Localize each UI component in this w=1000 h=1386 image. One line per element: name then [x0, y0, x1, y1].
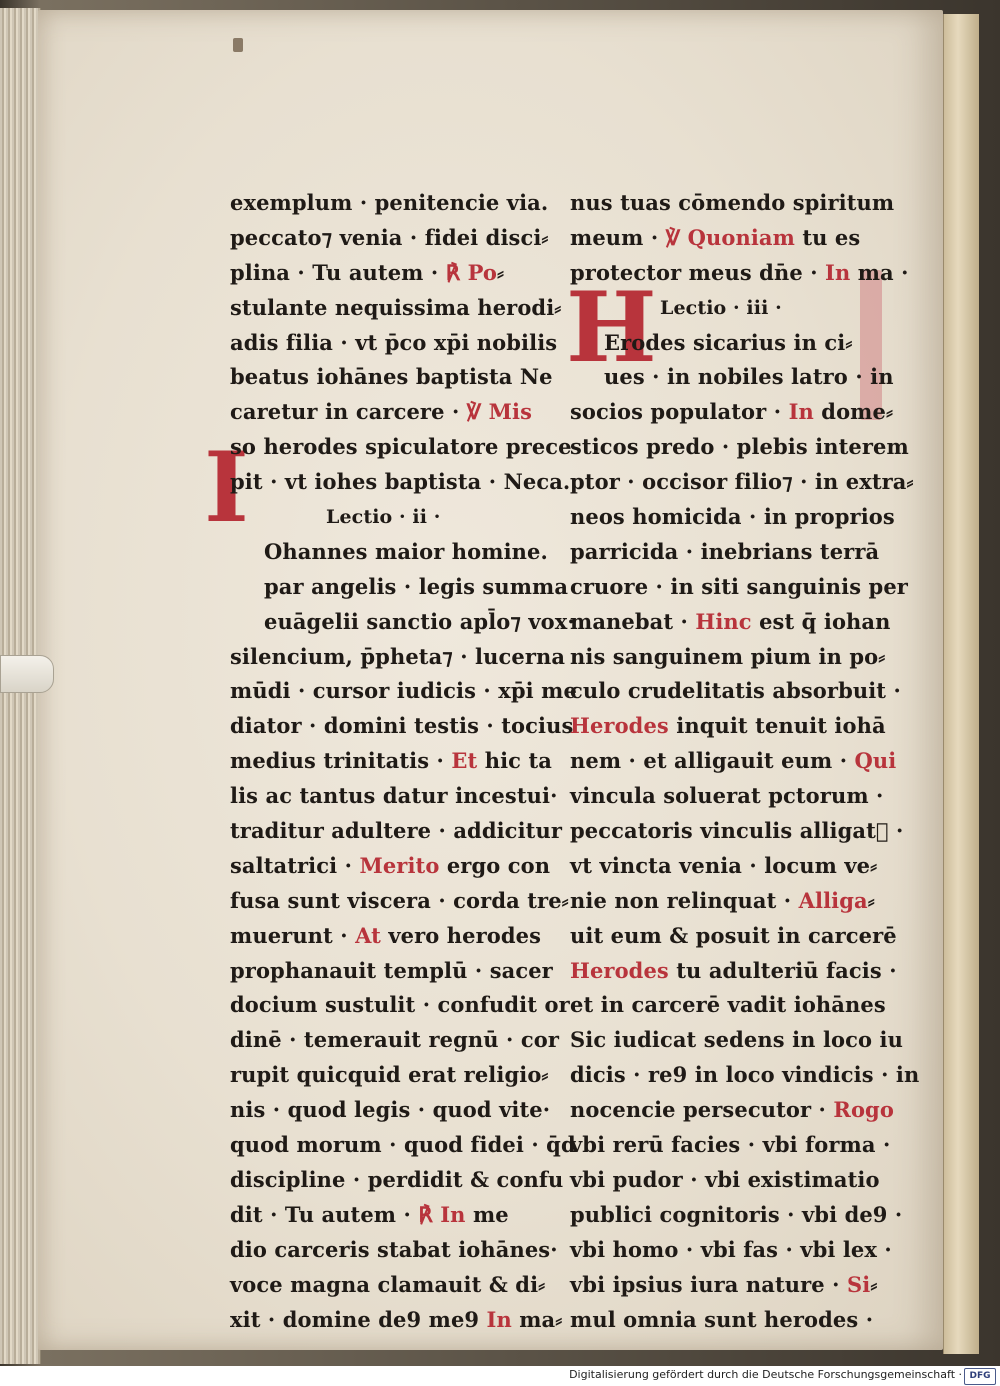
text-line — [230, 430, 572, 465]
text-line — [570, 1268, 878, 1303]
text-line — [570, 814, 904, 849]
text-line — [230, 1268, 546, 1303]
text-segment: discipline · perdidit & confu — [230, 1166, 564, 1192]
text-segment: socios populator · — [570, 399, 789, 425]
text-line — [230, 256, 530, 291]
text-line — [230, 221, 549, 256]
text-line — [570, 954, 897, 989]
text-segment: pit · vt iohes baptista · Neca. — [230, 469, 571, 495]
rubric-text: ℟ In — [418, 1201, 466, 1227]
lection-heading — [570, 291, 870, 326]
text-segment: nocencie persecutor · — [570, 1097, 834, 1123]
text-segment: dicis · re9 in loco vindicis · in — [570, 1062, 920, 1088]
text-segment: muerunt · — [230, 922, 356, 948]
text-line — [570, 500, 895, 535]
text-segment: dinē · temerauit regnū · cor — [230, 1027, 560, 1053]
text-segment: prophanauit templū · sacer — [230, 957, 553, 983]
text-line — [230, 674, 577, 709]
text-line — [230, 954, 553, 989]
text-segment: quod morum · quod fidei · q̄d — [230, 1132, 576, 1158]
text-segment: cruore · in siti sanguinis per — [570, 573, 908, 599]
text-segment: peccato⁊ venia · fidei disci⸗ — [230, 224, 549, 250]
rubric-text: Et — [451, 748, 478, 774]
text-line — [230, 1303, 563, 1338]
text-segment: vero herodes — [380, 922, 542, 948]
clasp-tab — [0, 655, 54, 693]
rubric-text: In — [825, 259, 851, 285]
text-segment: Ohannes maior homine. — [264, 538, 548, 564]
text-segment: par angelis · legis summa — [264, 573, 569, 599]
rubric-text: ℣ Quoniam — [665, 224, 795, 250]
text-segment: nis sanguinem pium in po⸗ — [570, 643, 886, 669]
text-segment: mūdi · cursor iudicis · xp̄i me — [230, 678, 577, 704]
text-line — [230, 919, 542, 954]
footer-bar — [0, 1366, 1000, 1386]
dfg-logo: DFG — [964, 1368, 996, 1385]
text-segment: tu es — [794, 224, 861, 250]
text-line — [570, 1093, 894, 1128]
lection-heading — [230, 500, 530, 535]
text-line — [230, 884, 569, 919]
text-line — [230, 709, 574, 744]
text-line — [570, 1303, 874, 1338]
text-segment: Lectio · iii · — [660, 296, 782, 319]
text-line — [570, 535, 880, 570]
text-line — [570, 430, 909, 465]
text-line — [230, 779, 558, 814]
text-line — [570, 256, 909, 291]
text-segment: culo crudelitatis absorbuit · — [570, 678, 901, 704]
text-line — [230, 814, 562, 849]
text-segment: saltatrici · — [230, 852, 360, 878]
text-segment: ma · — [850, 259, 909, 285]
text-line — [570, 919, 897, 954]
text-segment: ues · in nobiles latro · in — [604, 364, 894, 390]
text-segment: ⸗ — [870, 1271, 878, 1297]
text-line — [570, 779, 884, 814]
text-segment: plina · Tu autem · — [230, 259, 446, 285]
text-segment: vt vincta venia · locum ve⸗ — [570, 852, 878, 878]
text-segment: Lectio · ii · — [326, 506, 441, 529]
text-line — [570, 465, 914, 500]
text-segment: xit · domine de9 me9 — [230, 1306, 487, 1332]
text-segment: peccatoris vinculis alligat᷑ · — [570, 818, 904, 844]
text-line — [230, 291, 562, 326]
rubric-text: At — [355, 922, 381, 948]
rubric-text: ℣ Mis — [466, 399, 533, 425]
text-line — [230, 1128, 576, 1163]
text-line — [570, 1198, 903, 1233]
text-line — [230, 535, 548, 570]
text-segment: rupit quicquid erat religio⸗ — [230, 1062, 549, 1088]
right-text-column — [570, 186, 920, 1337]
rubric-text: Alliga — [798, 887, 868, 913]
text-segment: ptor · occisor filio⁊ · in extra⸗ — [570, 469, 914, 495]
text-line — [570, 988, 886, 1023]
text-line — [230, 1163, 564, 1198]
text-segment: voce magna clamauit & di⸗ — [230, 1271, 546, 1297]
text-segment: est q̄ iohan — [751, 608, 891, 634]
text-line — [230, 570, 569, 605]
left-text-column — [230, 186, 577, 1337]
text-segment: meum · — [570, 224, 666, 250]
text-segment: hic ta — [477, 748, 552, 774]
text-segment: tu adulteriū facis · — [668, 957, 897, 983]
text-line — [570, 1023, 903, 1058]
text-line — [230, 1233, 558, 1268]
text-line — [570, 709, 886, 744]
text-line — [570, 395, 894, 430]
text-segment: nis · quod legis · quod vite· — [230, 1097, 551, 1123]
page-stain — [233, 38, 243, 52]
text-segment: protector meus dn̄e · — [570, 259, 826, 285]
text-segment: dome⸗ — [813, 399, 894, 425]
text-segment: nie non relinquat · — [570, 887, 799, 913]
text-segment: manebat · — [570, 608, 696, 634]
text-segment: me — [465, 1201, 509, 1227]
text-segment: publici cognitoris · vbi de9 · — [570, 1201, 903, 1227]
text-segment: parricida · inebrians terrā — [570, 538, 880, 564]
rubric-text: Hinc — [695, 608, 752, 634]
rubric-text: In — [788, 399, 814, 425]
book-right-edge — [943, 14, 979, 1354]
text-segment: traditur adultere · addicitur — [230, 818, 562, 844]
text-segment: nus tuas cōmendo spiritum — [570, 190, 895, 215]
text-segment: lis ac tantus datur incestui· — [230, 783, 558, 809]
text-segment: silencium, p̄pheta⁊ · lucerna — [230, 643, 566, 669]
text-segment: ⸗ — [497, 259, 505, 285]
text-line — [230, 186, 549, 221]
text-line — [570, 186, 895, 221]
text-segment: dit · Tu autem · — [230, 1201, 419, 1227]
text-line — [570, 221, 870, 256]
text-segment: euāgelii sanctio apl̄o⁊ vox· — [264, 608, 575, 634]
rubric-text: Rogo — [833, 1097, 894, 1123]
text-segment: nem · et alligauit eum · — [570, 748, 855, 774]
text-segment: diator · domini testis · tocius — [230, 713, 574, 739]
text-line — [570, 1233, 892, 1268]
text-line — [570, 640, 886, 675]
text-line — [570, 570, 908, 605]
text-line — [230, 1058, 549, 1093]
text-segment: et in carcerē vadit iohānes — [570, 992, 886, 1018]
text-line — [570, 884, 875, 919]
text-segment: inquit tenuit iohā — [668, 713, 886, 739]
text-segment: dio carceris stabat iohānes· — [230, 1236, 558, 1262]
rubric-text: Herodes — [570, 957, 669, 983]
text-segment: docium sustulit · confudit or — [230, 992, 570, 1018]
text-line — [230, 1023, 560, 1058]
text-line — [230, 640, 566, 675]
rubric-text: In — [486, 1306, 512, 1332]
text-segment: uit eum & posuit in carcerē — [570, 922, 897, 948]
text-line — [230, 360, 553, 395]
text-line — [570, 326, 870, 361]
text-segment: neos homicida · in proprios — [570, 504, 895, 530]
text-segment: medius trinitatis · — [230, 748, 452, 774]
initial-letter-left: I — [204, 431, 249, 544]
text-line — [570, 1163, 880, 1198]
text-line — [230, 988, 570, 1023]
text-segment: beatus iohānes baptista Ne — [230, 364, 553, 390]
text-segment: vbi ipsius iura nature · — [570, 1271, 847, 1297]
text-segment: mul omnia sunt herodes · — [570, 1306, 874, 1332]
initial-letter-right: H — [566, 271, 657, 384]
rubric-text: Merito — [359, 852, 440, 878]
text-line — [570, 1058, 920, 1093]
text-line — [230, 326, 558, 361]
text-line — [570, 849, 878, 884]
text-segment: vbi rerū facies · vbi forma · — [570, 1132, 891, 1158]
text-line — [230, 744, 552, 779]
text-segment: vincula soluerat pctorum · — [570, 783, 884, 809]
text-segment: caretur in carcere · — [230, 399, 467, 425]
text-segment: exemplum · penitencie via. — [230, 190, 549, 215]
text-line — [230, 465, 571, 500]
text-line — [230, 605, 575, 640]
text-line — [570, 360, 894, 395]
text-line — [230, 849, 551, 884]
text-segment: fusa sunt viscera · corda tre⸗ — [230, 887, 569, 913]
text-segment: ergo con — [439, 852, 551, 878]
text-segment: vbi pudor · vbi existimatio — [570, 1166, 880, 1192]
text-line — [230, 1093, 551, 1128]
text-line — [570, 605, 891, 640]
text-segment: Erodes sicarius in ci⸗ — [604, 329, 853, 355]
text-segment: stulante nequissima herodi⸗ — [230, 294, 562, 320]
rubric-text: Qui — [854, 748, 897, 774]
text-segment: sticos predo · plebis interem — [570, 434, 909, 460]
text-segment: ⸗ — [867, 887, 875, 913]
rubric-text: Po — [467, 259, 498, 285]
rubric-text: Si — [846, 1271, 871, 1297]
text-line — [570, 674, 901, 709]
text-line — [230, 395, 533, 430]
rubric-text: Herodes — [570, 713, 669, 739]
text-line — [570, 1128, 891, 1163]
text-segment: adis filia · vt p̄co xp̄i nobilis — [230, 329, 558, 355]
text-segment: Sic iudicat sedens in loco iu — [570, 1027, 903, 1053]
rubric-text: ℟ — [445, 259, 468, 285]
text-segment: so herodes spiculatore prece — [230, 434, 572, 460]
text-line — [230, 1198, 530, 1233]
text-segment: ma⸗ — [511, 1306, 563, 1332]
text-line — [570, 744, 897, 779]
footer-credit: Digitalisierung gefördert durch die Deutsche Forschungsgemeinschaft · — [569, 1368, 962, 1381]
text-segment: vbi homo · vbi fas · vbi lex · — [570, 1236, 892, 1262]
